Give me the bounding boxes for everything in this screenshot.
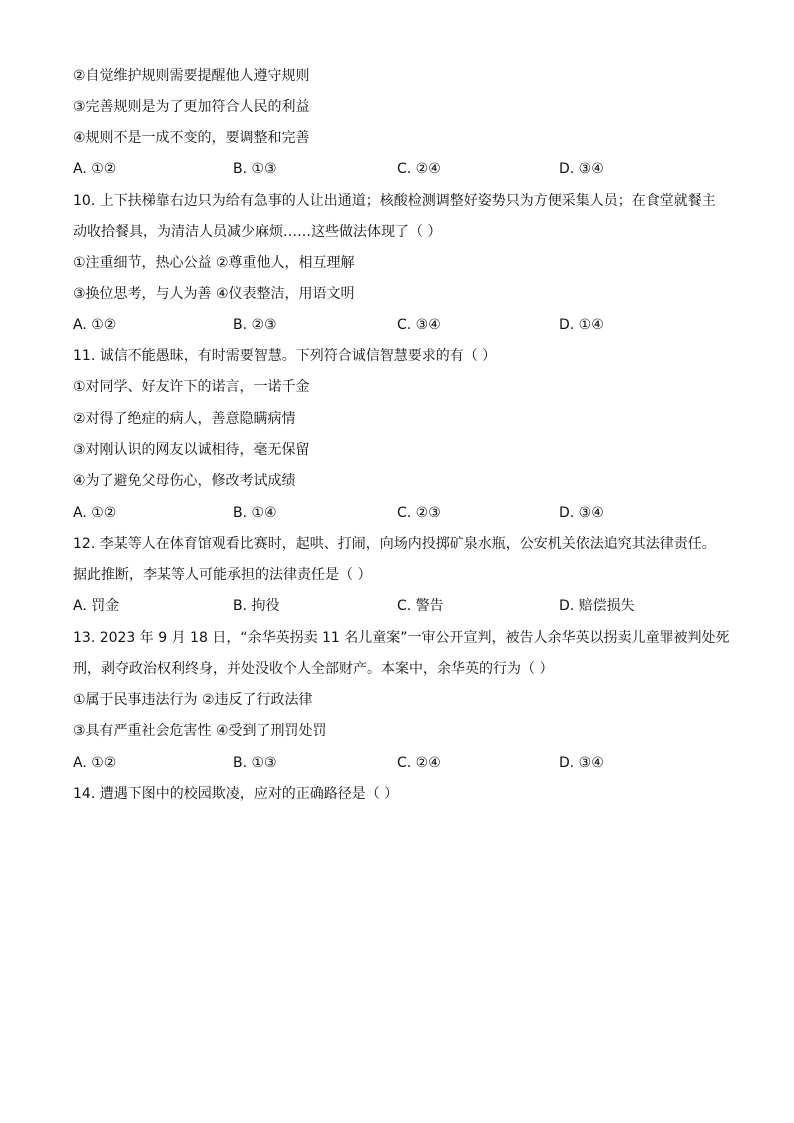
choice-line: ③换位思考，与人为善 ④仪表整洁，用语文明 (73, 286, 355, 302)
choice-line: ②自觉维护规则需要提醒他人遵守规则 (73, 68, 310, 84)
option-a: A. ①② (73, 317, 117, 333)
question-10-stem: 10. 上下扶梯靠右边只为给有急事的人让出通道；核酸检测调整好姿势只为方便采集人员；在食堂就餐主 (73, 193, 716, 209)
option-a: A. ①② (73, 161, 117, 177)
choice-line: ④规则不是一成不变的，要调整和完善 (73, 130, 310, 146)
option-b: B. ①④ (233, 505, 277, 521)
choice-line: ③具有严重社会危害性 ④受到了刑罚处罚 (73, 723, 327, 739)
question-12-stem-cont: 据此推断，李某等人可能承担的法律责任是（ ） (73, 567, 372, 583)
choice-line: ②对得了绝症的病人，善意隐瞒病情 (73, 411, 296, 427)
option-b: B. ②③ (233, 317, 277, 333)
option-c: C. ③④ (397, 317, 441, 333)
option-d: D. ③④ (559, 755, 604, 771)
option-d: D. ①④ (559, 317, 604, 333)
q11-options (73, 503, 733, 523)
question-10-stem-cont: 动收拾餐具，为清洁人员减少麻烦……这些做法体现了（ ） (73, 224, 442, 240)
choice-line: ①对同学、好友许下的诺言，一诺千金 (73, 379, 310, 395)
option-a: A. ①② (73, 505, 117, 521)
option-c: C. ②④ (397, 161, 441, 177)
choice-line: ④为了避免父母伤心，修改考试成绩 (73, 473, 296, 489)
option-c: C. ②③ (397, 505, 441, 521)
option-a: A. ①② (73, 755, 117, 771)
option-d: D. ③④ (559, 505, 604, 521)
option-d: D. ③④ (559, 161, 604, 177)
question-11-stem: 11. 诚信不能愚昧，有时需要智慧。下列符合诚信智慧要求的有（ ） (73, 348, 497, 364)
choice-line: ③对刚认识的网友以诚相待，毫无保留 (73, 442, 310, 458)
question-12-stem: 12. 李某等人在体育馆观看比赛时，起哄、打闹，向场内投掷矿泉水瓶，公安机关依法追究其法律责任。 (73, 536, 716, 552)
option-b: B. 拘役 (233, 598, 280, 614)
option-b: B. ①③ (233, 161, 277, 177)
choice-line: ③完善规则是为了更加符合人民的利益 (73, 99, 310, 115)
q9-options (73, 159, 733, 179)
option-b: B. ①③ (233, 755, 277, 771)
q10-options (73, 315, 733, 335)
q12-options (73, 596, 733, 616)
choice-line: ①属于民事违法行为 ②违反了行政法律 (73, 692, 313, 708)
option-c: C. 警告 (397, 598, 444, 614)
q13-options (73, 753, 733, 773)
option-d: D. 赔偿损失 (559, 598, 635, 614)
option-a: A. 罚金 (73, 598, 120, 614)
choice-line: ①注重细节，热心公益 ②尊重他人，相互理解 (73, 255, 355, 271)
option-c: C. ②④ (397, 755, 441, 771)
question-14-stem: 14. 遭遇下图中的校园欺凌，应对的正确路径是（ ） (73, 786, 399, 802)
question-13-stem-cont: 刑，剥夺政治权利终身，并处没收个人全部财产。本案中，余华英的行为（ ） (73, 661, 554, 677)
question-13-stem: 13. 2023 年 9 月 18 日，“余华英拐卖 11 名儿童案”一审公开宣判，被告人余华英以拐卖儿童罪被判处死 (73, 630, 730, 646)
